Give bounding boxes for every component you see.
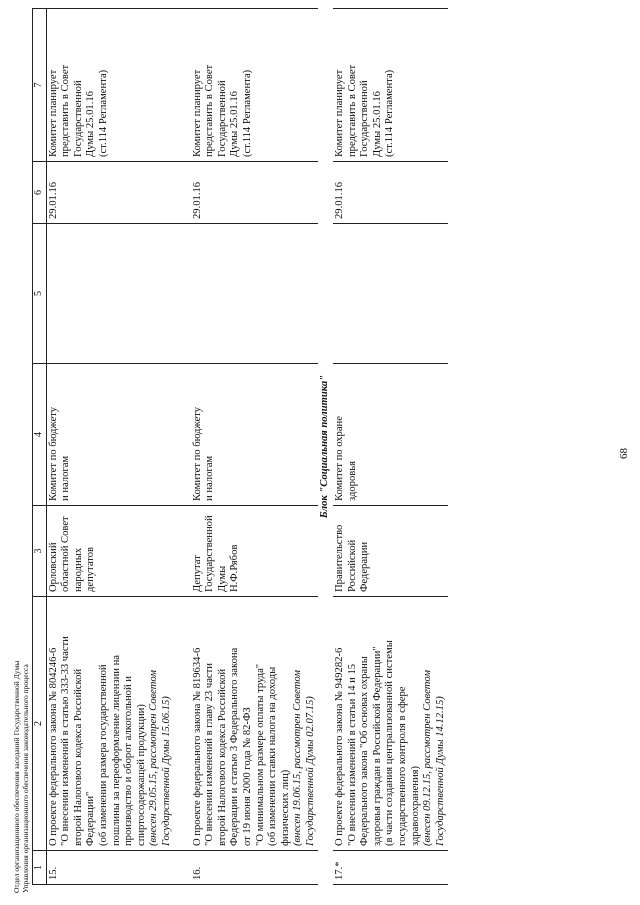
note-line: Государственной bbox=[216, 80, 228, 157]
bill-line: здравоохранения) bbox=[409, 765, 421, 846]
committee-line: Комитет по бюджету bbox=[191, 406, 203, 501]
initiator-line: Федерации bbox=[359, 541, 371, 592]
initiator-line: Депутат bbox=[191, 555, 203, 592]
table-row bbox=[333, 9, 448, 885]
note-line: (ст.114 Регламента) bbox=[97, 69, 109, 157]
note-line: (ст.114 Регламента) bbox=[384, 69, 396, 157]
bill-line: от 19 июня 2000 года № 82-ФЗ bbox=[241, 707, 253, 846]
col-header-3: 3 bbox=[33, 506, 47, 597]
block-heading-row bbox=[318, 9, 333, 885]
bill-line: пошлины за переоформление лицензии на bbox=[110, 655, 122, 846]
date-cell: 29.01.16 bbox=[191, 162, 319, 224]
date-cell: 29.01.16 bbox=[46, 162, 174, 224]
note-cell bbox=[46, 9, 174, 162]
initiator-line: Н.Ф.Рябов bbox=[229, 544, 241, 592]
initiator-line: Орловский bbox=[47, 542, 59, 592]
bill-line: Государственной Думы 14.12.15) bbox=[434, 696, 446, 846]
bill-line: Федерации" bbox=[85, 791, 97, 846]
col-header-7: 7 bbox=[33, 9, 47, 162]
col5-cell bbox=[191, 224, 319, 364]
bill-line: (об изменении ставки налога на доходы bbox=[267, 666, 279, 846]
bill-line: "О внесении изменений в статью 333-33 части bbox=[60, 636, 72, 846]
page-number: 68 bbox=[618, 448, 630, 459]
initiator-line: народных депутатов bbox=[72, 546, 97, 592]
register-table bbox=[32, 8, 448, 885]
col-header-4: 4 bbox=[33, 364, 47, 506]
note-line: Комитет планирует bbox=[334, 69, 346, 157]
committee-line: здоровья bbox=[346, 461, 358, 501]
bill-line: здоровья граждан в Российской Федерации" bbox=[371, 646, 383, 846]
note-line: представить в Совет bbox=[60, 64, 72, 157]
bill-description bbox=[46, 597, 174, 851]
bill-line: "О внесении изменений в статьи 14 и 15 bbox=[346, 663, 358, 846]
initiator-line: областной Совет bbox=[60, 516, 72, 592]
initiator-line: Думы bbox=[216, 565, 228, 592]
committee bbox=[191, 364, 319, 506]
footer-line: Отдел организационного обеспечения заседаний Государственной Думы bbox=[12, 660, 21, 893]
bill-line: О проекте федерального закона № 949282-6 bbox=[334, 647, 346, 846]
committee-line: Комитет по бюджету bbox=[47, 406, 59, 501]
note-line: Думы 25.01.16 bbox=[371, 91, 383, 157]
bill-line: Государственной Думы 15.06.15) bbox=[160, 696, 172, 846]
table-row bbox=[191, 9, 319, 885]
note-line: Государственной bbox=[72, 80, 84, 157]
column-number-row bbox=[33, 9, 47, 885]
bill-line: "О минимальном размере оплаты труда" bbox=[254, 663, 266, 846]
initiator-line: Российской bbox=[346, 539, 358, 592]
initiator bbox=[46, 506, 174, 597]
bill-description bbox=[191, 597, 319, 851]
row-spacer bbox=[175, 9, 191, 885]
committee-line: и налогам bbox=[204, 455, 216, 501]
note-line: Комитет планирует bbox=[47, 69, 59, 157]
note-line: представить в Совет bbox=[346, 64, 358, 157]
col5-cell bbox=[333, 224, 448, 364]
committee-line: и налогам bbox=[60, 455, 72, 501]
bill-line: Государственной Думы 02.07.15) bbox=[304, 696, 316, 846]
note-line: Думы 25.01.16 bbox=[229, 91, 241, 157]
note-line: Думы 25.01.16 bbox=[85, 91, 97, 157]
col-header-6: 6 bbox=[33, 162, 47, 224]
note-line: (ст.114 Регламента) bbox=[241, 69, 253, 157]
table-row bbox=[46, 9, 174, 885]
initiator-line: Правительство bbox=[334, 524, 346, 592]
row-number: 16. bbox=[191, 851, 319, 885]
bill-line: (внесен 09.12.15, рассмотрен Советом bbox=[422, 670, 434, 846]
bill-line: Федерального закона "Об основах охраны bbox=[359, 656, 371, 846]
col-header-5: 5 bbox=[33, 224, 47, 364]
bill-line: О проекте федерального закона № 819634-6 bbox=[191, 647, 203, 846]
bill-line: второй Налогового кодекса Российской bbox=[72, 668, 84, 846]
col-header-1: 1 bbox=[33, 851, 47, 885]
page-footer bbox=[12, 661, 30, 893]
committee bbox=[333, 364, 448, 506]
bill-line: (внесен 29.05.15, рассмотрен Советом bbox=[148, 670, 160, 846]
note-line: Комитет планирует bbox=[191, 69, 203, 157]
bill-line: государственного контроля в сфере bbox=[397, 686, 409, 846]
bill-line: второй Налогового кодекса Российской bbox=[216, 668, 228, 846]
col-header-2: 2 bbox=[33, 597, 47, 851]
col5-cell bbox=[46, 224, 174, 364]
bill-line: "О внесении изменений в главу 23 части bbox=[204, 663, 216, 846]
bill-line: физических лиц) bbox=[279, 769, 291, 846]
bill-line: О проекте федерального закона № 804246-6 bbox=[47, 647, 59, 846]
initiator bbox=[191, 506, 319, 597]
initiator-line: Государственной bbox=[204, 515, 216, 592]
bill-line: спиртосодержащей продукции) bbox=[135, 704, 147, 846]
initiator bbox=[333, 506, 448, 597]
footer-line: Управления организационного обеспечения законодательного процесса bbox=[21, 664, 30, 893]
committee-line: Комитет по охране bbox=[334, 416, 346, 501]
date-cell: 29.01.16 bbox=[333, 162, 448, 224]
row-number: 15. bbox=[46, 851, 174, 885]
bill-line: (об изменении размера государственной bbox=[97, 664, 109, 846]
bill-line: (в части создания централизованной системы bbox=[384, 640, 396, 846]
note-line: представить в Совет bbox=[204, 64, 216, 157]
block-title: Блок "Социальная политика" bbox=[319, 374, 331, 519]
committee bbox=[46, 364, 174, 506]
row-number: 17.* bbox=[333, 851, 448, 885]
bill-line: производство и оборот алкогольной и bbox=[123, 676, 135, 846]
note-cell bbox=[333, 9, 448, 162]
note-cell bbox=[191, 9, 319, 162]
note-line: Государственной bbox=[359, 80, 371, 157]
bill-line: Федерации и статью 3 Федерального закона bbox=[229, 647, 241, 846]
bill-description bbox=[333, 597, 448, 851]
bill-line: (внесен 19.06.15, рассмотрен Советом bbox=[292, 670, 304, 846]
